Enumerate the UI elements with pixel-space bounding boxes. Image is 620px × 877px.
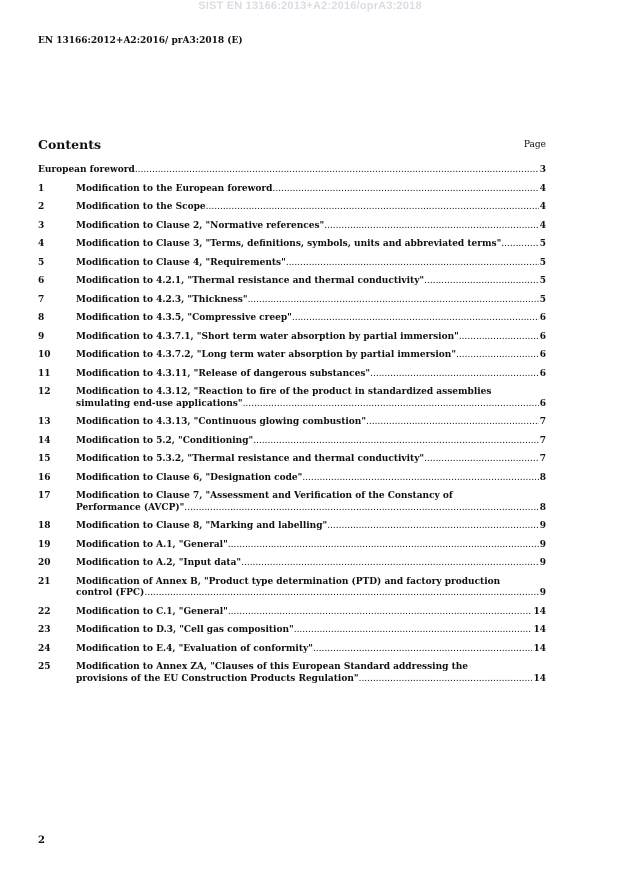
toc-entry[interactable] [38, 202, 546, 214]
toc-leader-dots [228, 540, 539, 552]
toc-entry-title: Modification to C.1, "General" [76, 606, 228, 617]
toc-entry-number: 6 [38, 276, 45, 286]
toc-entry-page: 9 [539, 539, 546, 550]
toc-entry-number: 3 [38, 220, 45, 231]
toc-leader-dots [327, 521, 539, 533]
toc-entry-page: 5 [539, 294, 546, 305]
toc-entry-page: 4 [539, 183, 546, 194]
toc-entry-page: 9 [539, 521, 546, 531]
toc-entry-page: 14 [533, 643, 546, 654]
toc-entry[interactable] [38, 387, 546, 410]
toc-entry-page: 6 [539, 331, 546, 342]
toc-leader-dots [294, 625, 533, 637]
toc-entry-page: 14 [533, 673, 546, 684]
toc-entry-title: Modification to Clause 4, "Requirements" [76, 257, 286, 268]
toc-leader-dots [228, 607, 533, 619]
toc-entry-title: Modification to Clause 6, "Designation code" [76, 472, 303, 483]
toc-entry[interactable] [38, 258, 546, 270]
toc-entry-number: 17 [38, 491, 51, 501]
toc-entry[interactable] [38, 184, 546, 196]
toc-leader-dots [366, 417, 539, 429]
toc-entry-number: 10 [38, 350, 51, 360]
toc-leader-dots [456, 350, 539, 362]
toc-leader-dots [292, 313, 539, 325]
toc-entry-title: Modification to the Scope [76, 202, 206, 212]
toc-leader-dots [144, 588, 538, 600]
toc-leader-dots [243, 399, 539, 411]
toc-entry-number: 15 [38, 454, 51, 464]
toc-entry-title: Modification to Annex ZA, "Clauses of this European Standard addressing the [76, 662, 468, 672]
toc-entry-page: 4 [539, 220, 546, 231]
toc-entry-page: 9 [539, 558, 546, 568]
toc-entry-foreword[interactable] [38, 165, 546, 177]
toc-entry-title: Modification to 4.3.5, "Compressive creep" [76, 313, 292, 323]
toc-entry-number: 13 [38, 417, 51, 427]
toc-entry-number: 21 [38, 576, 51, 587]
toc-entry[interactable] [38, 540, 546, 552]
toc-entry-number: 7 [38, 294, 45, 305]
toc-entry[interactable] [38, 558, 546, 570]
toc-entry-page: 8 [539, 472, 546, 483]
toc-entry-title: Modification to 5.2, "Conditioning" [76, 435, 254, 446]
toc-entry[interactable] [38, 313, 546, 325]
toc-entry-title: provisions of the EU Construction Products Regulation" [76, 673, 359, 684]
toc-leader-dots [248, 295, 539, 307]
toc-entry-page: 7 [539, 417, 546, 427]
toc-entry-page: 5 [539, 276, 546, 286]
toc-leader-dots [206, 202, 539, 214]
toc-entry-title: Modification to Clause 3, "Terms, definitions, symbols, units and abbreviated terms" [76, 239, 502, 249]
toc-entry[interactable] [38, 417, 546, 429]
toc-entry[interactable] [38, 625, 546, 637]
toc-entry-number: 16 [38, 472, 51, 483]
toc-entries-list [38, 184, 546, 686]
toc-entry-number: 5 [38, 257, 45, 268]
toc-entry-title: Modification to 4.3.7.1, "Short term water absorption by partial immersion" [76, 331, 459, 342]
toc-entry-page: 14 [533, 606, 546, 617]
toc-entry[interactable] [38, 491, 546, 514]
toc-entry-number: 9 [38, 331, 45, 342]
toc-leader-dots [253, 436, 539, 448]
toc-leader-dots [359, 674, 533, 686]
toc-entry-number: 2 [38, 202, 45, 212]
toc-entry-page: 8 [539, 502, 546, 513]
toc-entry-page: 9 [539, 588, 546, 598]
toc-entry[interactable] [38, 473, 546, 485]
toc-entry-title: Modification to Clause 8, "Marking and labelling" [76, 521, 328, 531]
toc-entry-number: 4 [38, 239, 45, 249]
toc-entry-title: control (FPC) [76, 588, 145, 598]
toc-entry-number: 1 [38, 183, 45, 194]
toc-entry-title: Modification to A.1, "General" [76, 539, 228, 550]
toc-entry[interactable] [38, 350, 546, 362]
toc-entry[interactable] [38, 607, 546, 619]
toc-entry-title: Modification to 4.3.7.2, "Long term water absorption by partial immersion" [76, 350, 457, 360]
toc-entry[interactable] [38, 577, 546, 600]
toc-entry[interactable] [38, 295, 546, 307]
toc-entry-title: Modification to A.2, "Input data" [76, 558, 242, 568]
toc-entry-page: 6 [539, 350, 546, 360]
toc-leader-dots [424, 276, 539, 288]
toc-entry-number: 23 [38, 625, 51, 635]
toc-leader-dots [370, 369, 539, 381]
toc-leader-dots [302, 473, 538, 485]
toc-entry[interactable] [38, 276, 546, 288]
toc-leader-dots [313, 644, 533, 656]
page-column-label: Page [523, 140, 546, 150]
toc-entry-page: 5 [539, 257, 546, 268]
toc-entry-title: Modification to Clause 7, "Assessment and Verification of the Constancy of [76, 491, 453, 501]
toc-leader-dots [324, 221, 539, 233]
toc-entry-page: 6 [539, 398, 546, 409]
table-of-contents [38, 165, 546, 692]
contents-title: Contents [38, 137, 102, 152]
toc-entry-title: Modification to 4.3.13, "Continuous glowing combustion" [76, 417, 367, 427]
toc-entry-page: 6 [539, 313, 546, 323]
toc-entry-title: Modification to 5.3.2, "Thermal resistance and thermal conductivity" [76, 454, 425, 464]
toc-entry[interactable] [38, 521, 546, 533]
toc-entry[interactable] [38, 369, 546, 381]
document-header: EN 13166:2012+A2:2016/ prA3:2018 (E) [38, 36, 243, 46]
toc-entry-number: 25 [38, 662, 51, 672]
toc-entry-number: 24 [38, 643, 51, 654]
toc-entry[interactable] [38, 662, 546, 685]
toc-entry-page: 5 [539, 239, 546, 249]
toc-leader-dots [184, 503, 538, 515]
toc-entry-title: Modification to 4.2.3, "Thickness" [76, 294, 248, 305]
toc-entry-title: simulating end-use applications" [76, 398, 243, 409]
toc-entry-title: Modification to D.3, "Cell gas composition" [76, 625, 294, 635]
toc-entry[interactable] [38, 644, 546, 656]
toc-entry-page: 4 [539, 202, 546, 212]
watermark-text: SIST EN 13166:2013+A2:2016/oprA3:2018 [198, 0, 422, 12]
toc-entry-number: 18 [38, 521, 51, 531]
toc-entry-title: Modification to Clause 2, "Normative references" [76, 220, 325, 231]
toc-entry[interactable] [38, 221, 546, 233]
toc-entry-number: 22 [38, 606, 51, 617]
page-number: 2 [38, 835, 45, 846]
toc-entry-page: 3 [539, 165, 546, 175]
toc-leader-dots [272, 184, 538, 196]
toc-entry-title: Modification to the European foreword [76, 183, 273, 194]
toc-entry[interactable] [38, 239, 546, 251]
toc-entry-number: 14 [38, 435, 51, 446]
toc-entry[interactable] [38, 436, 546, 448]
toc-entry-number: 8 [38, 313, 45, 323]
toc-entry-number: 19 [38, 539, 51, 550]
toc-leader-dots [424, 454, 539, 466]
toc-entry-number: 12 [38, 387, 51, 397]
toc-entry-title: Modification to 4.2.1, "Thermal resistance and thermal conductivity" [76, 276, 425, 286]
toc-entry-number: 20 [38, 558, 51, 568]
toc-entry-page: 7 [539, 454, 546, 464]
toc-entry-page: 14 [533, 625, 546, 635]
toc-entry-title: Modification to 4.3.12, "Reaction to fire of the product in standardized assemblies [76, 387, 492, 397]
toc-entry-number: 11 [38, 368, 51, 379]
toc-leader-dots [459, 332, 539, 344]
toc-leader-dots [135, 165, 539, 177]
toc-entry-page: 6 [539, 368, 546, 379]
toc-entry-title: European foreword [38, 165, 135, 175]
toc-leader-dots [286, 258, 539, 270]
toc-leader-dots [501, 239, 538, 251]
toc-entry-page: 7 [539, 435, 546, 446]
toc-entry-title: Modification to 4.3.11, "Release of dangerous substances" [76, 368, 371, 379]
toc-leader-dots [241, 558, 539, 570]
toc-entry[interactable] [38, 454, 546, 466]
toc-entry[interactable] [38, 332, 546, 344]
toc-entry-title: Modification of Annex B, "Product type determination (PTD) and factory production [76, 576, 501, 587]
toc-entry-title: Performance (AVCP)" [76, 502, 185, 513]
toc-entry-title: Modification to E.4, "Evaluation of conformity" [76, 643, 313, 654]
